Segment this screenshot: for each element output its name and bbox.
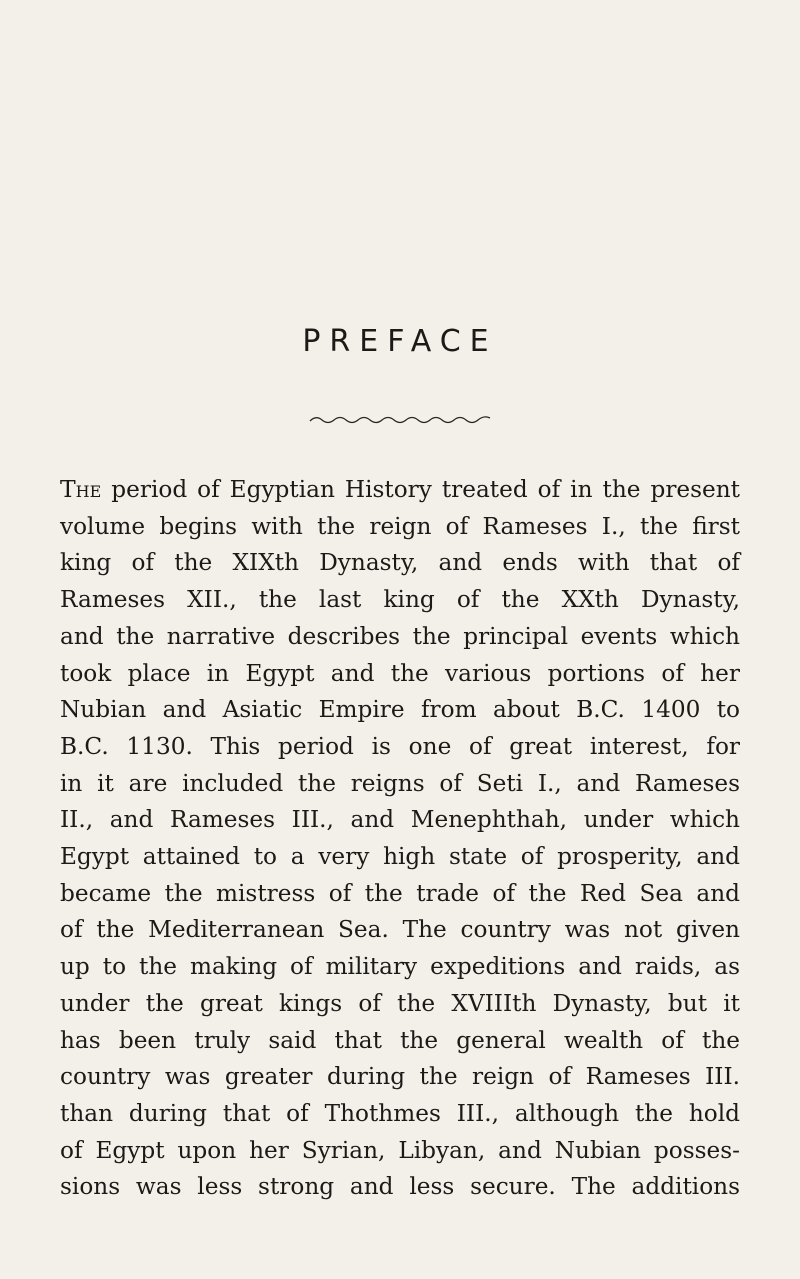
preface-body — [60, 471, 740, 1206]
text-line: of the Mediterranean Sea. The country was not given — [60, 916, 740, 944]
text-line: has been truly said that the general wealth of the — [60, 1026, 740, 1054]
text-line: The period of Egyptian History treated of in the present — [60, 475, 740, 503]
text-line: Rameses XII., the last king of the XXth Dynasty, — [60, 586, 740, 614]
text-line: B.C. 1130. This period is one of great interest, for — [60, 732, 740, 760]
lead-word: The — [60, 475, 102, 503]
text-line: in it are included the reigns of Seti I., and Rameses — [60, 769, 740, 797]
text-line: up to the making of military expeditions and raids, as — [60, 953, 740, 981]
text-line: of Egypt upon her Syrian, Libyan, and Nubian posses- — [60, 1136, 740, 1164]
text-line: volume begins with the reign of Rameses I., the first — [60, 512, 740, 540]
text-line: country was greater during the reign of Rameses III. — [60, 1063, 740, 1091]
text-line: under the great kings of the XVIIIth Dynasty, but it — [60, 989, 740, 1017]
text-line: II., and Rameses III., and Menephthah, under which — [60, 806, 740, 834]
wavy-rule-ornament — [308, 412, 492, 428]
text-line: than during that of Thothmes III., although the hold — [60, 1099, 740, 1127]
text-line: became the mistress of the trade of the Red Sea and — [60, 879, 740, 907]
text-line: king of the XIXth Dynasty, and ends with that of — [60, 549, 740, 577]
text-line: and the narrative describes the principal events which — [60, 622, 740, 650]
text-line: sions was less strong and less secure. The additions — [60, 1173, 740, 1201]
page-title: PREFACE — [302, 324, 498, 359]
text-line: Egypt attained to a very high state of prosperity, and — [60, 843, 740, 871]
text-line: Nubian and Asiatic Empire from about B.C. 1400 to — [60, 696, 740, 724]
text-line: took place in Egypt and the various portions of her — [60, 659, 740, 687]
